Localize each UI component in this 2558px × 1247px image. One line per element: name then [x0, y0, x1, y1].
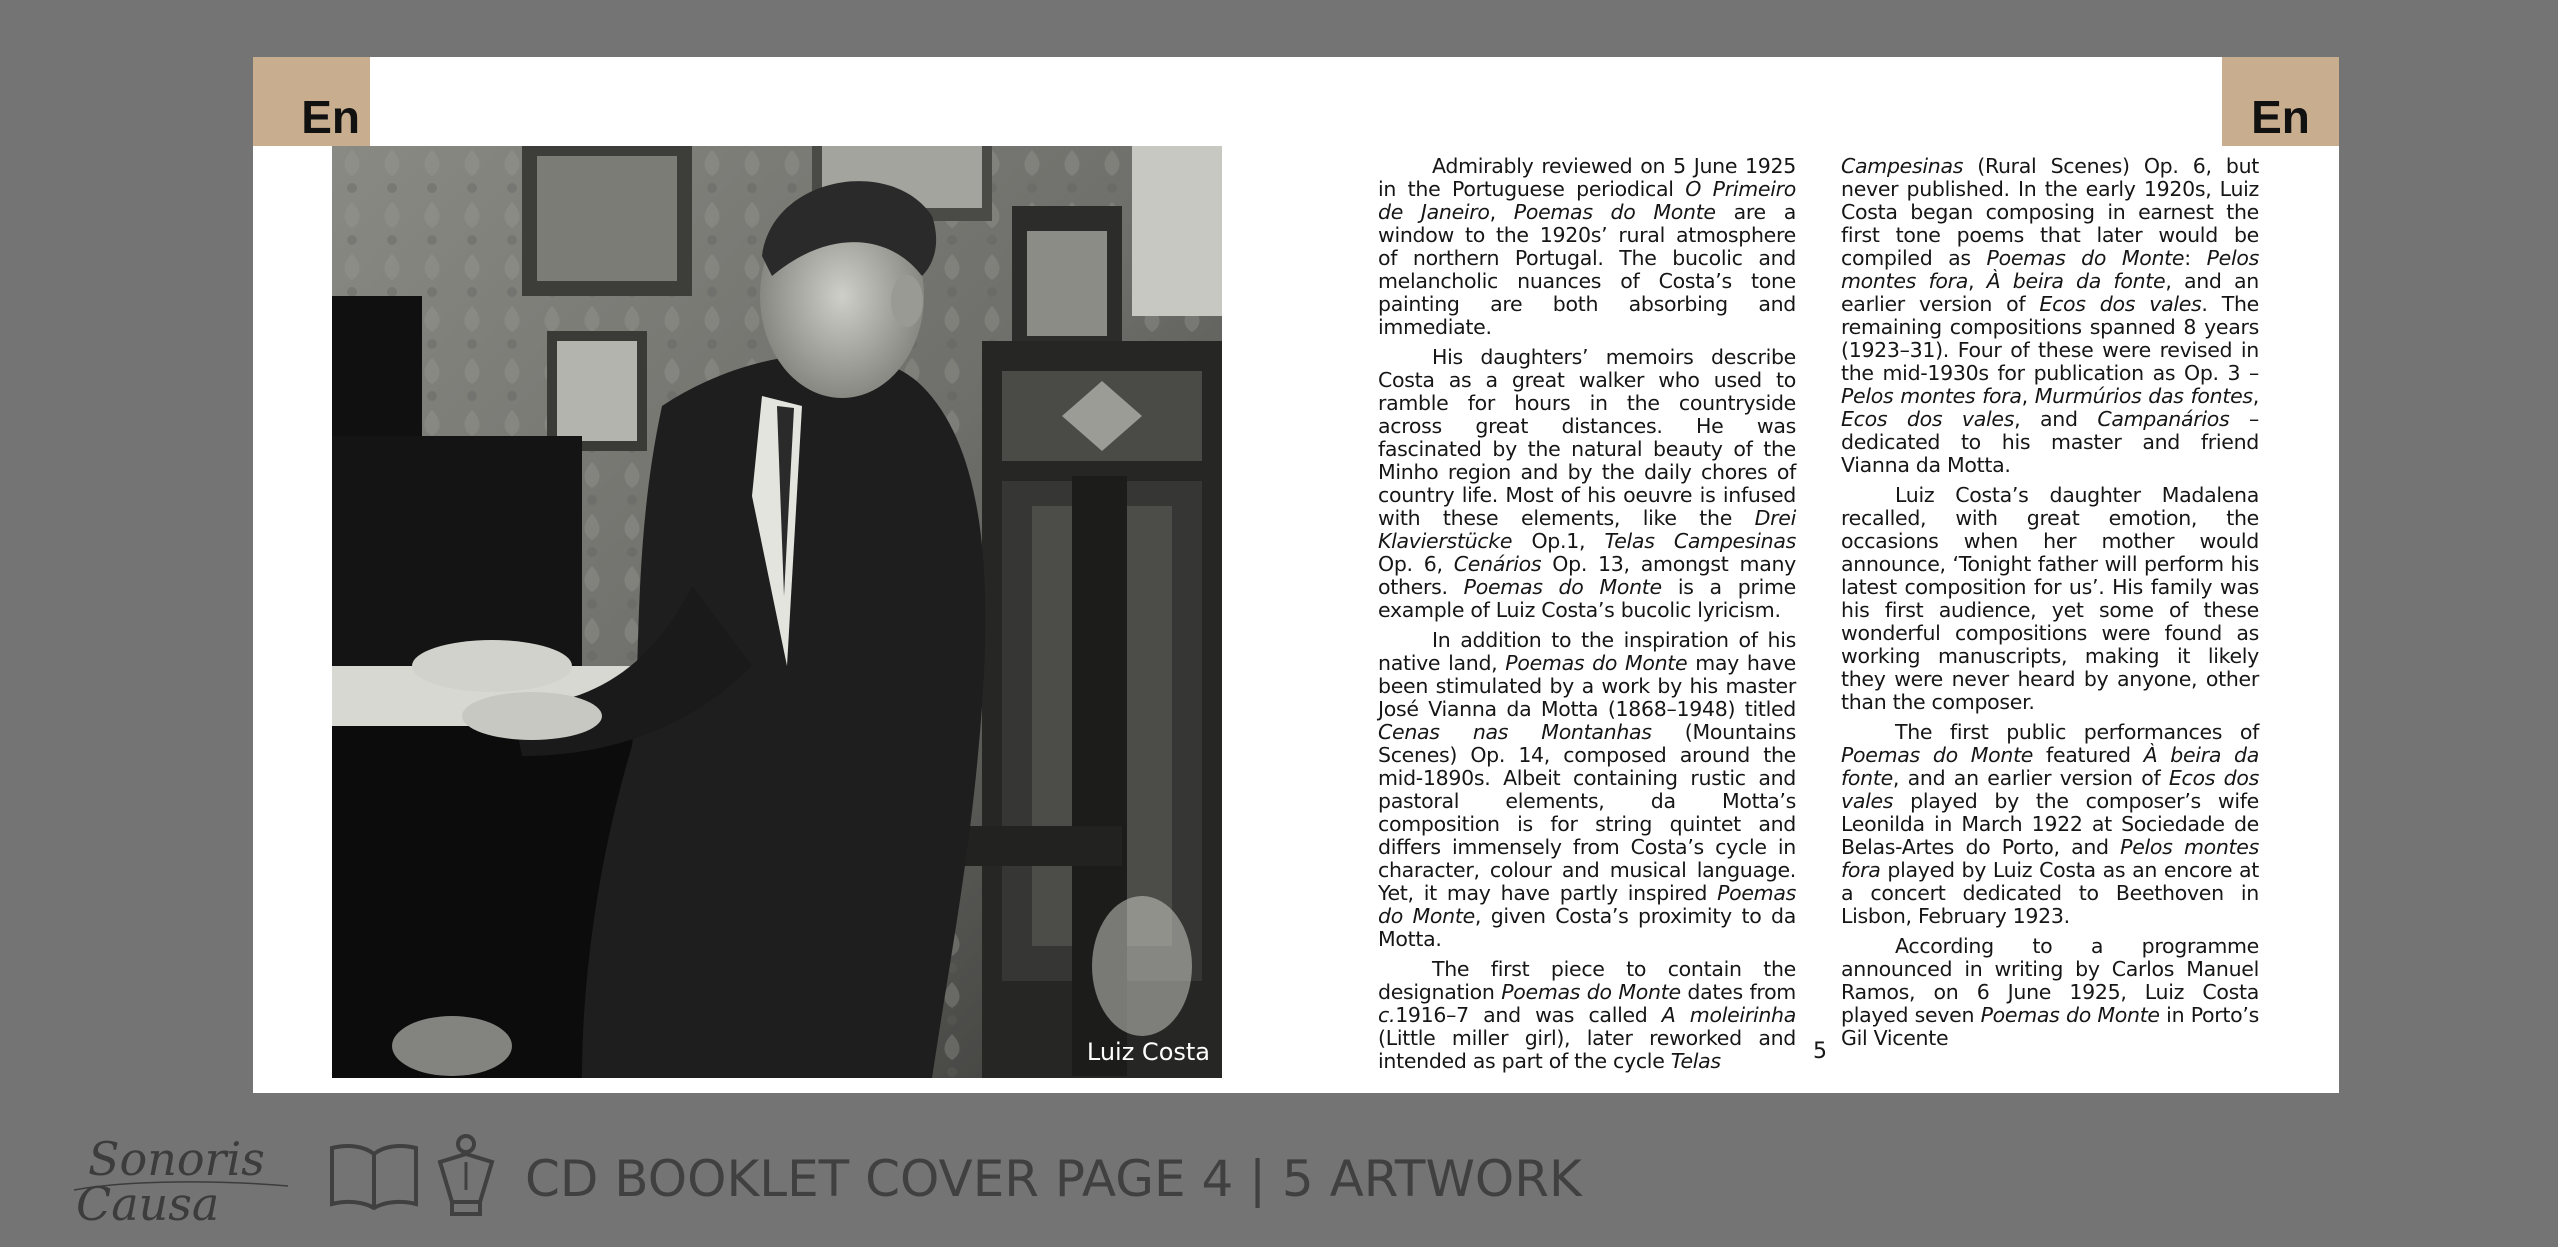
book-icon [328, 1142, 420, 1215]
text-column-2 [1841, 155, 2259, 1057]
page-number: 5 [1813, 1039, 1827, 1064]
paragraph: His daughters’ memoirs describe Costa as a great walker who used to ramble for hours in the countryside across great distances. He was fascinated by the natural beauty of the Minho region and by the daily chores of country life. Most of his oeuvre is infused with these elements, like the Drei Klavierstücke Op.1, Telas Campesinas Op. 6, Cenários Op. 13, amongst many others. Poemas do Monte is a prime example of Luiz Costa’s bucolic lyricism. [1378, 345, 1796, 622]
paragraph: Admirably reviewed on 5 June 1925 in the Portuguese periodical O Primeiro de Janeiro, Poemas do Monte are a window to the 1920s’ rural atmosphere of northern Portugal. The bucolic and melancholic nuances of Costa’s tone painting are both absorbing and immediate. [1378, 154, 1796, 339]
paragraph: According to a programme announced in writing by Carlos Manuel Ramos, on 6 June 1925, Luiz Costa played seven Poemas do Monte in Porto’s Gil Vicente [1841, 934, 2259, 1050]
sonoris-causa-logo [68, 1120, 298, 1240]
pianist-photo-illustration [332, 146, 1222, 1078]
paragraph: Campesinas (Rural Scenes) Op. 6, but never published. In the early 1920s, Luiz Costa began composing in earnest the first tone poems that later would be compiled as Poemas do Monte: Pelos montes fora, À beira da fonte, and an earlier version of Ecos dos vales. The remaining compositions spanned 8 years (1923–31). Four of these were revised in the mid-1930s for publication as Op. 3 – Pelos montes fora, Murmúrios das fontes, Ecos dos vales, and Campanários – dedicated to his master and friend Vianna da Motta. [1841, 154, 2260, 477]
footer-title: CD BOOKLET COVER PAGE 4 | 5 ARTWORK [525, 1150, 1582, 1208]
paragraph: The first piece to contain the designation Poemas do Monte dates from c.1916–7 and was called A moleirinha (Little miller girl), later reworked and intended as part of the cycle Telas [1378, 957, 1796, 1073]
pianist-photo [332, 146, 1222, 1078]
paragraph: Luiz Costa’s daughter Madalena recalled, with great emotion, the occasions when her mother would announce, ‘Tonight father will perform his latest composition for us’. His family was his first audience, yet some of these wonderful compositions were found as working manuscripts, making it likely they were never heard by anyone, other than the composer. [1841, 483, 2259, 714]
svg-text:Sonoris: Sonoris [88, 1132, 265, 1186]
language-tab-left: En [253, 57, 370, 146]
photo-caption: Luiz Costa [1086, 1038, 1210, 1066]
footer-bar [0, 1120, 2558, 1240]
paragraph: The first public performances of Poemas do Monte featured À beira da fonte, and an earlier version of Ecos dos vales played by the composer’s wife Leonilda in March 1922 at Sociedade de Belas-Artes do Porto, and Pelos montes fora played by Luiz Costa as an encore at a concert dedicated to Beethoven in Lisbon, February 1923. [1841, 720, 2259, 928]
booklet-spread [253, 57, 2339, 1093]
language-tab-right: En [2222, 57, 2339, 146]
pen-nib-icon [430, 1132, 502, 1223]
svg-text:Causa: Causa [76, 1177, 220, 1231]
paragraph: In addition to the inspiration of his native land, Poemas do Monte may have been stimulated by a work by his master José Vianna da Motta (1868–1948) titled Cenas nas Montanhas (Mountains Scenes) Op. 14, composed around the mid-1890s. Albeit containing rustic and pastoral elements, da Motta’s composition is for string quintet and differs immensely from Costa’s cycle in character, colour and musical language. Yet, it may have partly inspired Poemas do Monte, given Costa’s proximity to da Motta. [1378, 628, 1796, 951]
text-column-1 [1378, 155, 1796, 1080]
